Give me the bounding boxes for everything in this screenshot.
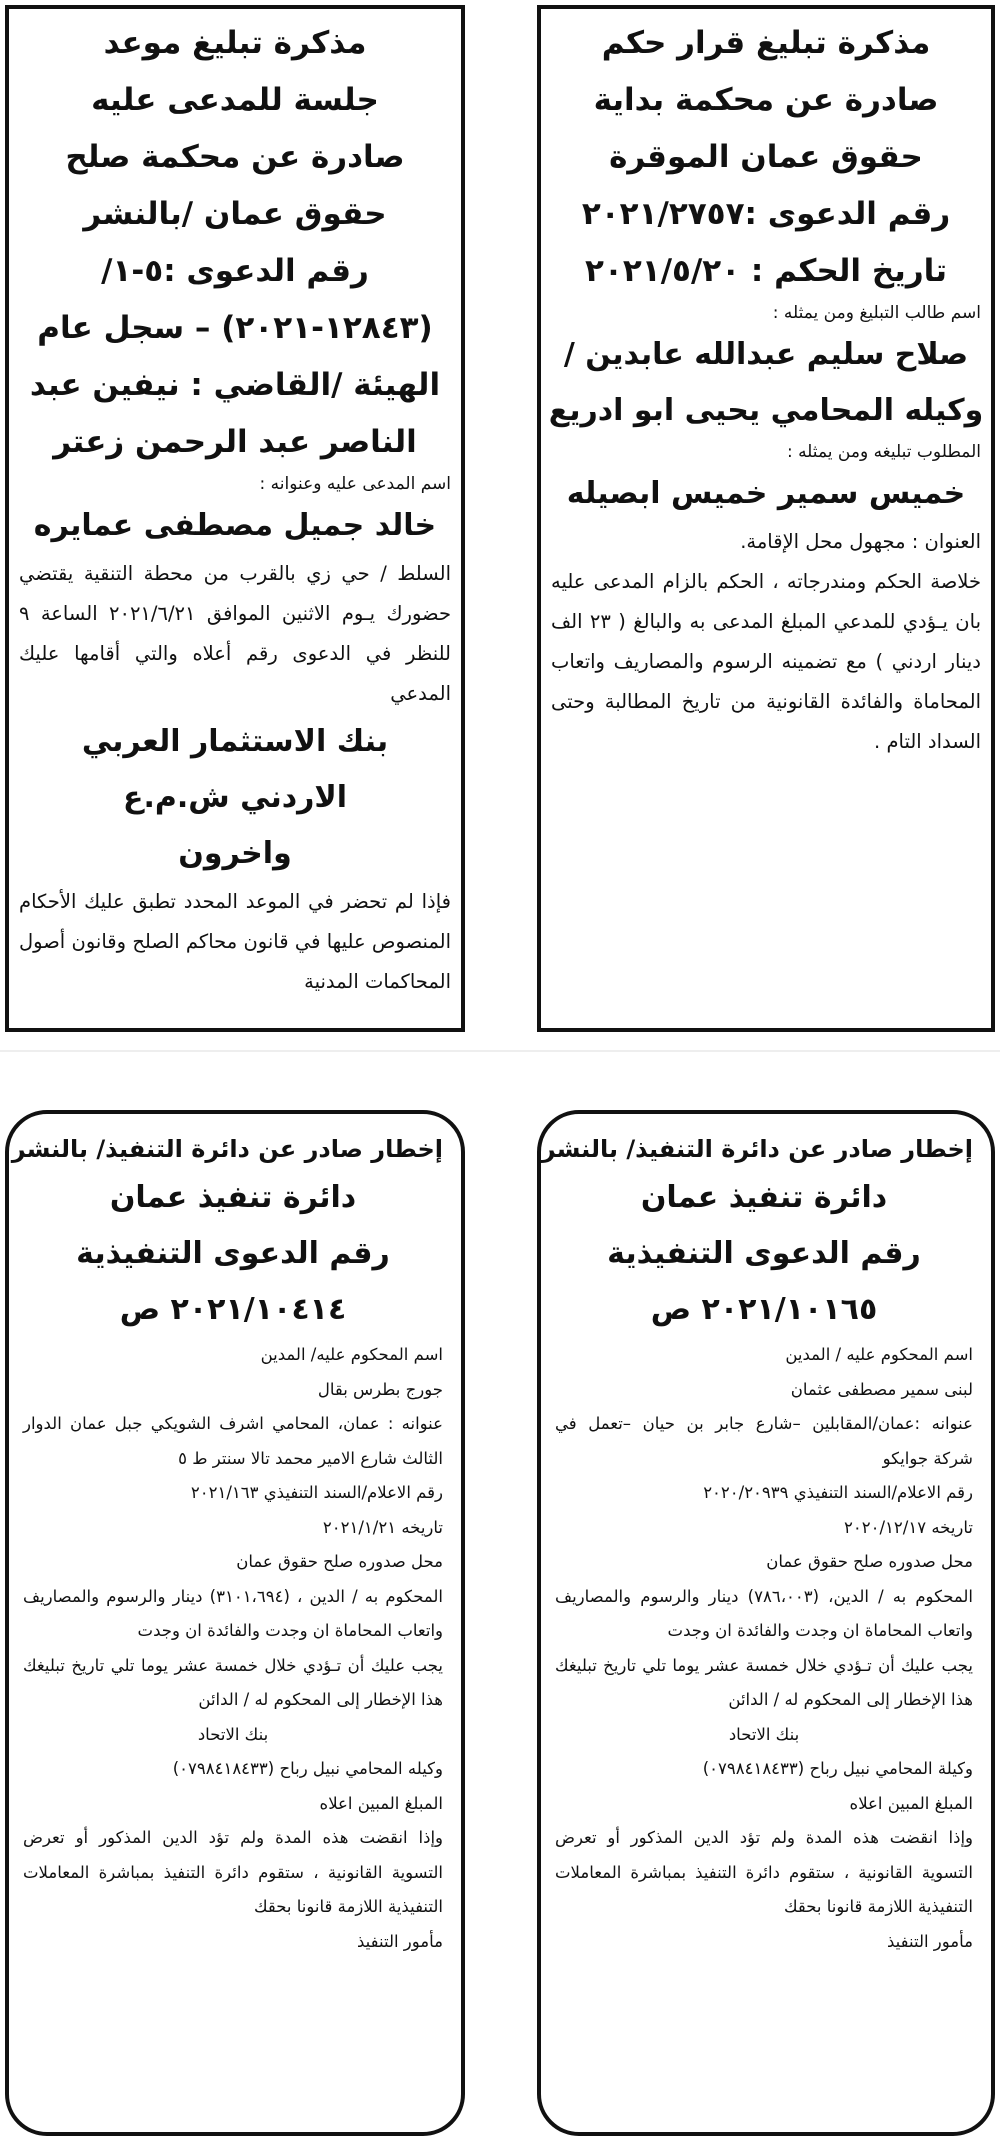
notice-heading: جلسة للمدعى عليه [91,82,379,118]
creditor-name: بنك الاتحاد [197,1724,269,1744]
judgment-summary: خلاصة الحكم ومندرجاته ، الحكم بالزام المدعى عليه بان يـؤدي للمدعي المبلغ المدعى به والبالغ ( ٢٣ الف دينار اردني ) مع تضمينه الرسوم والمصاريف واتعاب المحاماة والفائدة القانونية من تاريخ المطالبة وحتى السداد التام . [551,570,981,753]
debtor-address: عنوانه : عمان، المحامي اشرف الشويكي جبل عمان الدوار الثالث شارع الامير محمد تالا سنتر ط ٥ [23,1414,443,1468]
notice-heading: صادرة عن محكمة صلح [65,139,405,175]
case-number: رقم الدعوى :٢٠٢١/٢٧٥٧ [581,196,951,232]
case-number: (١٢٨٤٣-٢٠٢١) – سجل عام [37,310,433,346]
debtor-name: لبنى سمير مصطفى عثمان [790,1379,973,1399]
payment-demand: يجب عليك أن تـؤدي خلال خمسة عشر يوما تلي تاريخ تبليغك هذا الإخطار إلى المحكوم له / الدائن [555,1655,973,1709]
notified-name: خميس سمير خميس ابصيله [566,476,966,511]
hearing-notice-box [5,5,465,1032]
notice-number: رقم الاعلام/السند التنفيذي ٢٠٢١/١٦٣ [190,1483,443,1502]
notice-date: تاريخه ٢٠٢٠/١٢/١٧ [844,1517,973,1537]
debtor-label: اسم المحكوم عليه/ المدين [260,1345,443,1364]
issuing-court: محل صدوره صلح حقوق عمان [766,1552,973,1571]
requester-label: اسم طالب التبليغ ومن يمثله : [772,303,981,323]
amount-note: المبلغ المبين اعلاه [319,1793,443,1813]
hearing-footer: فإذا لم تحضر في الموعد المحدد تطبق عليك الأحكام المنصوص عليها في قانون محاكم الصلح وقانون أصول المحاكمات المدنية [19,890,451,993]
notice-date: تاريخه ٢٠٢١/١/٢١ [322,1517,443,1537]
signature: مأمور التنفيذ [887,1931,973,1951]
execution-notice-box [5,1110,465,2136]
case-label: رقم الدعوى التنفيذية [76,1236,390,1271]
creditor-name: بنك الاتحاد [728,1724,800,1744]
defendant-label: اسم المدعى عليه وعنوانه : [259,474,451,494]
notice-heading: مذكرة تبليغ قرار حكم [601,25,931,61]
address-text: العنوان : مجهول محل الإقامة. [740,530,981,553]
plaintiff-name: الاردني ش.م.ع [122,780,348,815]
judgment-notice-box [537,5,995,1032]
judge-name: الهيئة /القاضي : نيفين عبد [29,367,441,403]
execution-notice-box [537,1110,995,2136]
hearing-body: السلط / حي زي بالقرب من محطة التنقية يقتضي حضورك يـوم الاثنين الموافق ٢٠٢١/٦/٢١ الساعة ٩ للنظر في الدعوى رقم أعلاه والتي أقامها عليك المدعي [19,562,451,705]
lawyer-line: وكيله المحامي نبيل رباح (٠٧٩٨٤١٨٤٣٣) [172,1759,443,1778]
judgment-date: تاريخ الحكم : ٢٠٢١/٥/٢٠ [585,253,947,289]
plaintiff-name: بنك الاستثمار العربي [81,724,389,759]
notice-heading: حقوق عمان الموقرة [609,139,923,175]
case-number: ٢٠٢١/١٠٤١٤ ص [119,1292,347,1327]
plaintiff-name: واخرون [178,836,292,871]
notified-label: المطلوب تبليغه ومن يمثله : [786,442,981,462]
case-number: ٢٠٢١/١٠١٦٥ ص [650,1292,878,1327]
section-divider [0,1050,1000,1052]
closing-text: وإذا انقضت هذه المدة ولم تؤد الدين المذكور أو تعرض التسوية القانونية ، ستقوم دائرة التنفيذ بمباشرة المعاملات التنفيذية اللازمة قانونا بحقك [555,1828,973,1916]
judge-name: الناصر عبد الرحمن زعتر [53,424,417,460]
department-name: دائرة تنفيذ عمان [640,1180,888,1215]
case-number: رقم الدعوى :٥-١/ [101,253,369,289]
notice-heading: حقوق عمان /بالنشر [83,196,387,232]
signature: مأمور التنفيذ [357,1931,443,1951]
notice-heading: صادرة عن محكمة بداية [593,82,939,118]
debtor-name: جورج بطرس بقال [317,1379,443,1399]
requester-name: صلاح سليم عبدالله عابدين / [563,337,969,372]
notice-heading: مذكرة تبليغ موعد [103,25,367,61]
closing-text: وإذا انقضت هذه المدة ولم تؤد الدين المذكور أو تعرض التسوية القانونية ، ستقوم دائرة التنفيذ بمباشرة المعاملات التنفيذية اللازمة قانونا بحقك [23,1828,443,1916]
payment-demand: يجب عليك أن تـؤدي خلال خمسة عشر يوما تلي تاريخ تبليغك هذا الإخطار إلى المحكوم له / الدائن [23,1655,443,1709]
debtor-label: اسم المحكوم عليه / المدين [785,1345,973,1364]
case-label: رقم الدعوى التنفيذية [607,1236,921,1271]
amount-note: المبلغ المبين اعلاه [849,1793,973,1813]
notice-title: إخطار صادر عن دائرة التنفيذ/ بالنشر [11,1135,443,1163]
debtor-address: عنوانه :عمان/المقابلين –شارع جابر بن حيان –تعمل في شركة جوايكو [555,1414,973,1468]
requester-lawyer: وكيله المحامي يحيى ابو ادريع [548,393,984,428]
notice-number: رقم الاعلام/السند التنفيذي ٢٠٢٠/٢٠٩٣٩ [703,1483,973,1502]
issuing-court: محل صدوره صلح حقوق عمان [236,1552,443,1571]
judgment-amount: المحكوم به / الدين، (٧٨٦،٠٠٣) دينار والرسوم والمصاريف واتعاب المحاماة ان وجدت والفائدة ان وجدت [555,1586,973,1640]
defendant-name: خالد جميل مصطفى عمايره [33,508,437,543]
judgment-amount: المحكوم به / الدين ، (٣١٠١،٦٩٤) دينار والرسوم والمصاريف واتعاب المحاماة ان وجدت والفائدة ان وجدت [23,1586,443,1640]
lawyer-line: وكيلة المحامي نبيل رباح (٠٧٩٨٤١٨٤٣٣) [702,1759,973,1778]
notice-title: إخطار صادر عن دائرة التنفيذ/ بالنشر [541,1135,973,1163]
department-name: دائرة تنفيذ عمان [109,1180,357,1215]
